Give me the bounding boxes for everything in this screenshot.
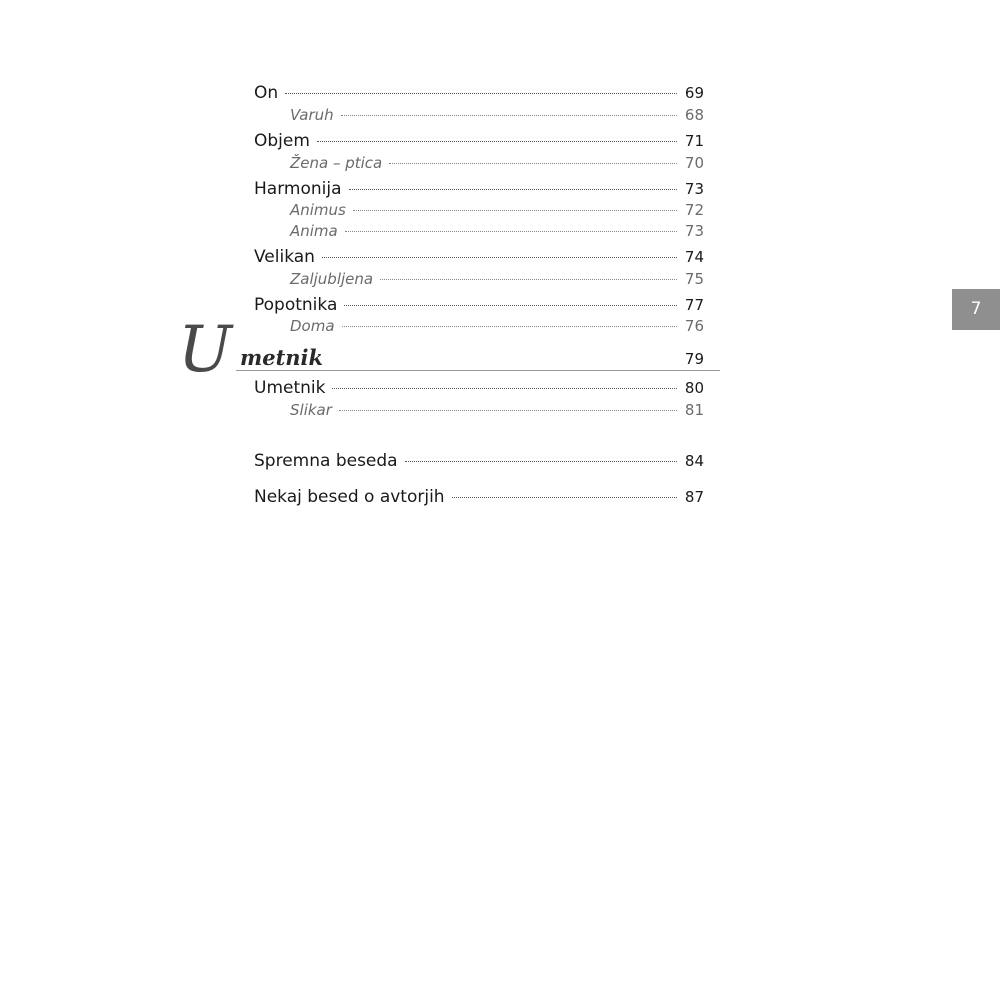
toc-entry-title: Varuh — [290, 106, 334, 124]
toc-entry-sub[interactable] — [290, 268, 704, 290]
dot-leader — [341, 115, 677, 116]
toc-entry-title: Nekaj besed o avtorjih — [254, 487, 445, 507]
section-title: metnik — [240, 345, 324, 370]
dot-leader — [345, 231, 677, 232]
toc-entry-page: 73 — [684, 180, 704, 198]
toc-entry-page: 69 — [684, 84, 704, 102]
toc-entry-page: 81 — [684, 401, 704, 419]
dot-leader — [353, 210, 677, 211]
toc-entry-page: 80 — [684, 379, 704, 397]
section-page: 79 — [684, 350, 704, 368]
dot-leader — [380, 279, 677, 280]
dot-leader — [285, 93, 677, 94]
toc-entry-page: 72 — [684, 201, 704, 219]
toc-entry-title: Slikar — [290, 401, 332, 419]
toc-entry-title: Objem — [254, 131, 310, 151]
toc-entry-page: 74 — [684, 248, 704, 266]
toc-entry-page: 84 — [684, 452, 704, 470]
toc-entry-title: Animus — [290, 201, 346, 219]
toc-entry-title: Harmonija — [254, 179, 342, 199]
toc-entry-title: On — [254, 83, 279, 103]
toc-entry-page: 77 — [684, 296, 704, 314]
toc-entry-title: Žena – ptica — [290, 154, 383, 172]
toc-entry-title: Zaljubljena — [290, 270, 374, 288]
toc-entry-page: 73 — [684, 222, 704, 240]
toc-entry-sub[interactable] — [290, 399, 704, 421]
toc-entry-page: 76 — [684, 317, 704, 335]
toc-entry-page: 68 — [684, 106, 704, 124]
toc-entry-title: Doma — [290, 317, 335, 335]
toc-entry-main[interactable] — [254, 178, 704, 200]
dot-leader — [317, 141, 677, 142]
toc-entry-sub[interactable] — [290, 199, 704, 221]
dot-leader — [452, 497, 677, 498]
toc-entry-page: 87 — [684, 488, 704, 506]
toc-entry-sub[interactable] — [290, 104, 704, 126]
toc-entry-main[interactable] — [254, 486, 704, 508]
dot-leader — [332, 388, 677, 389]
toc-entry-main[interactable] — [254, 377, 704, 399]
toc-entry-main[interactable] — [254, 450, 704, 472]
section-heading[interactable] — [178, 313, 720, 387]
toc-entry-title: Umetnik — [254, 378, 326, 398]
toc-entry-main[interactable] — [254, 294, 704, 316]
toc-entry-page: 70 — [684, 154, 704, 172]
dot-leader — [322, 257, 677, 258]
toc-entry-title: Popotnika — [254, 295, 338, 315]
toc-entry-main[interactable] — [254, 246, 704, 268]
toc-entry-sub[interactable] — [290, 152, 704, 174]
toc-entry-page: 75 — [684, 270, 704, 288]
toc-entry-main[interactable] — [254, 130, 704, 152]
section-divider — [236, 370, 720, 371]
dot-leader — [344, 305, 677, 306]
page-number-tab: 7 — [952, 289, 1000, 330]
dot-leader — [349, 189, 678, 190]
toc-entry-sub[interactable] — [290, 220, 704, 242]
toc-entry-title: Anima — [290, 222, 338, 240]
dot-leader — [405, 461, 677, 462]
dot-leader — [389, 163, 677, 164]
dot-leader — [339, 410, 677, 411]
toc-entry-title: Spremna beseda — [254, 451, 398, 471]
section-initial: U — [178, 313, 232, 387]
toc-entry-page: 71 — [684, 132, 704, 150]
toc-entry-main[interactable] — [254, 82, 704, 104]
toc-entry-title: Velikan — [254, 247, 315, 267]
